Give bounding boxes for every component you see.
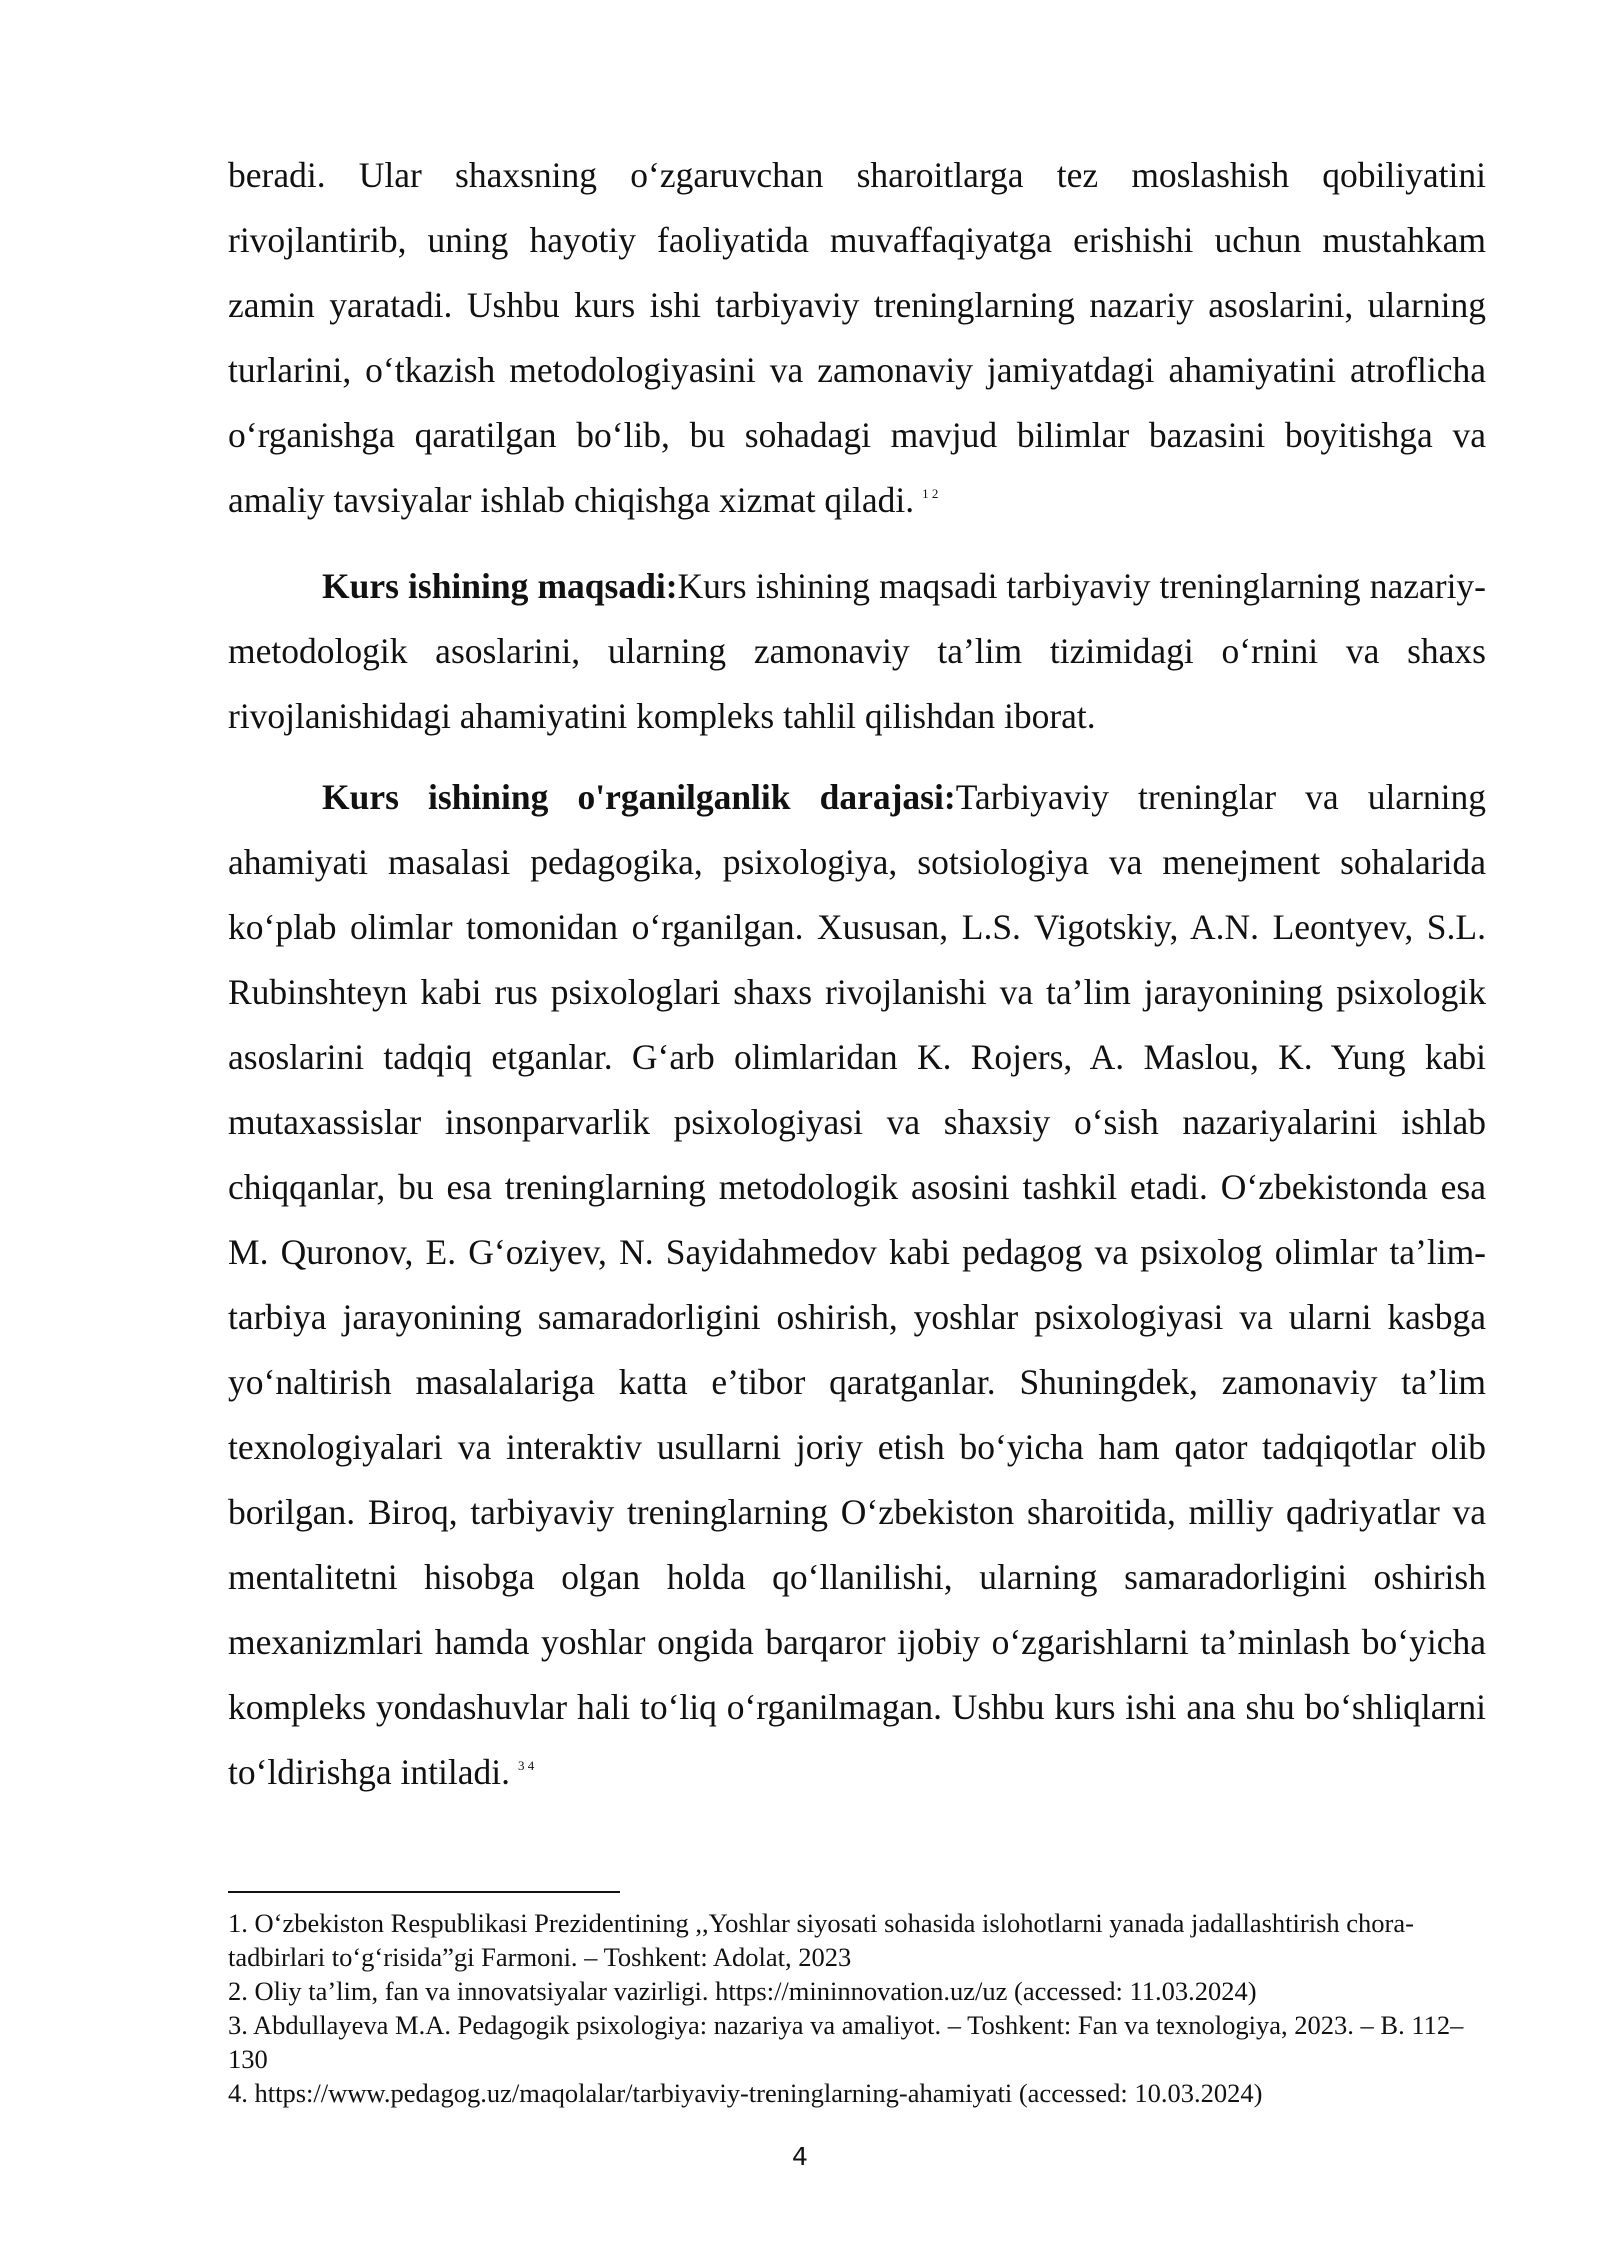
section-heading: Kurs ishining maqsadi:	[322, 566, 678, 606]
footnote-item: 2. Oliy ta’lim, fan va innovatsiyalar vazirligi. https://mininnovation.uz/uz (accessed: 11.03.2024)	[228, 1976, 1257, 2006]
section-heading: Kurs ishining o'rganilganlik darajasi:	[322, 777, 956, 817]
page-number: 4	[792, 2142, 808, 2171]
purpose-paragraph	[228, 554, 1486, 749]
paragraph-text: beradi. Ular shaxsning oʻzgaruvchan sharoitlarga tez moslashish qobiliyatini rivojlantirib, uning hayotiy faoliyatida muvaffaqiyatga erishishi uchun mustahkam zamin yaratadi. Ushbu kurs ishi tarbiyaviy treninglarning nazariy asoslarini, ularning turlarini, oʻtkazish metodologiyasini va zamonaviy jamiyatdagi ahamiyatini atroflicha oʻrganishga qaratilgan boʻlib, bu sohadagi mavjud bilimlar bazasini boyitishga va amaliy tavsiyalar ishlab chiqishga xizmat qiladi.	[228, 155, 1486, 520]
footnotes	[228, 1906, 1486, 2110]
research-degree-paragraph	[228, 765, 1486, 1805]
footnote-separator	[228, 1891, 620, 1893]
footnote-item: 1. Oʻzbekiston Respublikasi Prezidentining ,,Yoshlar siyosati sohasida islohotlarni yanada jadallashtirish chora-tadbirlari toʻgʻrisida”gi Farmoni. – Toshkent: Adolat, 2023	[228, 1908, 1414, 1972]
footnote-reference: 1 2	[922, 486, 939, 501]
footnote-item: 4. https://www.pedagog.uz/maqolalar/tarbiyaviy-treninglarning-ahamiyati (accessed: 10.03.2024)	[228, 2078, 1263, 2108]
body-paragraph	[228, 143, 1486, 533]
paragraph-text: Tarbiyaviy treninglar va ularning ahamiyati masalasi pedagogika, psixologiya, sotsiologiya va menejment sohalarida koʻplab olimlar tomonidan oʻrganilgan. Xususan, L.S. Vigotskiy, A.N. Leontyev, S.L. Rubinshteyn kabi rus psixologlari shaxs rivojlanishi va ta’lim jarayonining psixologik asoslarini tadqiq etganlar. Gʻarb olimlaridan K. Rojers, A. Maslou, K. Yung kabi mutaxassislar insonparvarlik psixologiyasi va shaxsiy oʻsish nazariyalarini ishlab chiqqanlar, bu esa treninglarning metodologik asosini tashkil etadi. Oʻzbekistonda esa M. Quronov, E. Gʻoziyev, N. Sayidahmedov kabi pedagog va psixolog olimlar ta’lim-tarbiya jarayonining samaradorligini oshirish, yoshlar psixologiyasi va ularni kasbga yoʻnaltirish masalalariga katta e’tibor qaratganlar. Shuningdek, zamonaviy ta’lim texnologiyalari va interaktiv usullarni joriy etish boʻyicha ham qator tadqiqotlar olib borilgan. Biroq, tarbiyaviy treninglarning Oʻzbekiston sharoitida, milliy qadriyatlar va mentalitetni hisobga olgan holda qoʻllanilishi, ularning samaradorligini oshirish mexanizmlari hamda yoshlar ongida barqaror ijobiy oʻzgarishlarni ta’minlash boʻyicha kompleks yondashuvlar hali toʻliq oʻrganilmagan. Ushbu kurs ishi ana shu boʻshliqlarni toʻldirishga intiladi.	[228, 777, 1487, 1792]
footnote-item: 3. Abdullayeva M.A. Pedagogik psixologiya: nazariya va amaliyot. – Toshkent: Fan va texnologiya, 2023. – B. 112–130	[228, 2010, 1464, 2074]
footnote-reference: 3 4	[518, 1758, 535, 1773]
paragraph-text: Kurs ishining maqsadi tarbiyaviy treninglarning nazariy-metodologik asoslarini, ularning zamonaviy ta’lim tizimidagi oʻrnini va shaxs rivojlanishidagi ahamiyatini kompleks tahlil qilishdan iborat.	[228, 566, 1487, 736]
